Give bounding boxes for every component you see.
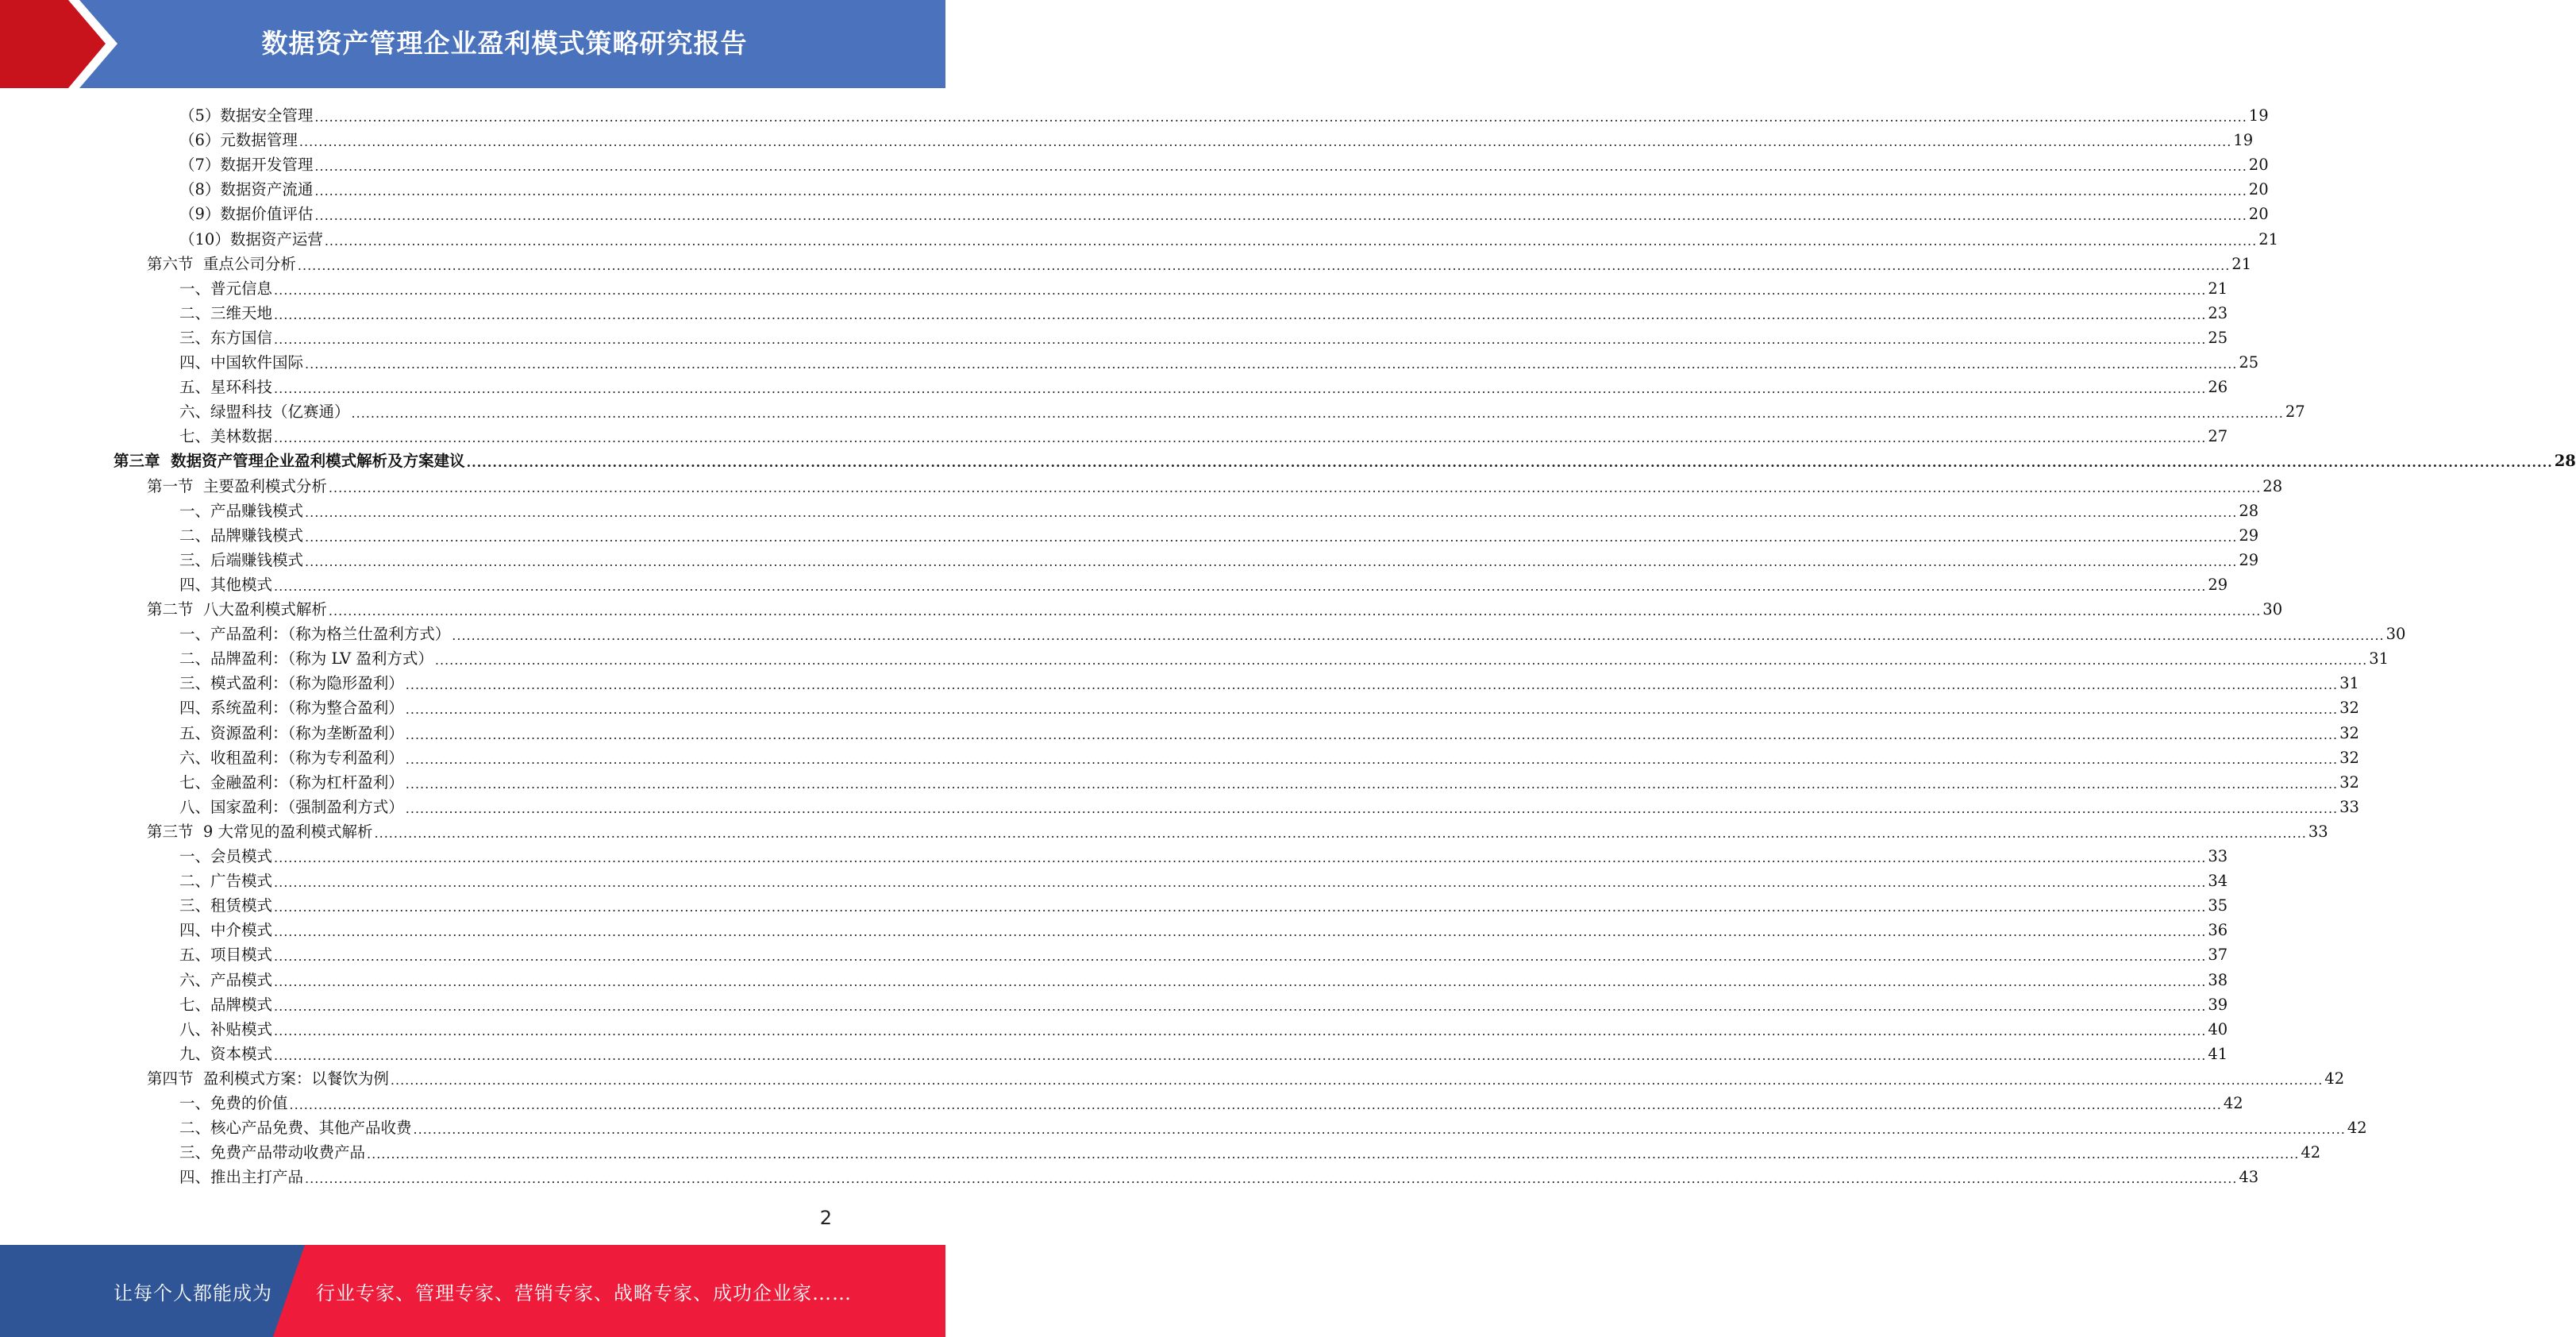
toc-entry-label: 七、美林数据 [179, 427, 273, 446]
toc-entry[interactable] [179, 324, 2228, 349]
toc-entry-label: 六、绿盟科技（亿赛通） [179, 403, 350, 422]
toc-entry[interactable] [179, 175, 2269, 200]
toc-entry-page: 36 [2208, 921, 2228, 940]
toc-entry-label: 一、免费的价值 [179, 1094, 288, 1112]
toc-entry-page: 43 [2239, 1168, 2259, 1187]
toc-entry[interactable] [179, 349, 2259, 373]
toc-leader-dots: ................................................................................................................................................................................................................................................................................................................................................................................................................ [328, 603, 2262, 618]
toc-entry[interactable] [147, 818, 2328, 842]
toc-entry-label: 八、国家盈利：（强制盈利方式） [179, 797, 404, 816]
toc-entry-label: 六、收租盈利：（称为专利盈利） [179, 748, 404, 767]
toc-entry-label: 一、普元信息 [179, 279, 273, 298]
toc-entry-label: 九、资本模式 [179, 1044, 273, 1063]
toc-entry-label: 第六节 重点公司分析 [147, 254, 296, 273]
toc-entry[interactable] [147, 250, 2252, 275]
toc-entry[interactable] [179, 645, 2389, 669]
toc-leader-dots: ................................................................................................................................................................................................................................................................................................................................................................................................................ [328, 480, 2262, 495]
toc-entry-label: 三、免费产品带动收费产品 [179, 1143, 366, 1162]
toc-entry-page: 34 [2208, 872, 2228, 891]
toc-entry-page: 20 [2248, 180, 2269, 199]
toc-leader-dots: ................................................................................................................................................................................................................................................................................................................................................................................................................ [305, 356, 2238, 372]
toc-entry-label: （6）元数据管理 [179, 131, 298, 150]
toc-leader-dots: ................................................................................................................................................................................................................................................................................................................................................................................................................ [274, 949, 2207, 965]
toc-entry-page: 32 [2339, 748, 2359, 767]
toc-entry-label: 一、产品盈利：（称为格兰仕盈利方式） [179, 625, 451, 644]
footer-slogan-left: 让每个人都能成为 [114, 1281, 272, 1304]
toc-leader-dots: ................................................................................................................................................................................................................................................................................................................................................................................................................ [298, 134, 2232, 150]
toc-leader-dots: ................................................................................................................................................................................................................................................................................................................................................................................................................ [314, 208, 2247, 224]
toc-leader-dots: ................................................................................................................................................................................................................................................................................................................................................................................................................ [314, 110, 2247, 125]
toc-entry-label: 二、广告模式 [179, 872, 273, 891]
toc-entry-page: 26 [2208, 378, 2228, 397]
toc-entry[interactable] [179, 299, 2228, 324]
toc-leader-dots: ................................................................................................................................................................................................................................................................................................................................................................................................................ [274, 1047, 2207, 1063]
toc-entry[interactable] [179, 1015, 2228, 1040]
toc-entry-label: 二、品牌盈利：（称为 LV 盈利方式） [179, 649, 433, 668]
toc-entry-page: 27 [2285, 403, 2305, 422]
toc-entry-label: （9）数据价值评估 [179, 205, 314, 224]
toc-entry-label: 第四节 盈利模式方案：以餐饮为例 [147, 1069, 389, 1088]
toc-leader-dots: ................................................................................................................................................................................................................................................................................................................................................................................................................ [405, 677, 2339, 693]
toc-entry-label: （8）数据资产流通 [179, 180, 314, 199]
toc-entry[interactable] [179, 126, 2254, 151]
toc-leader-dots: ................................................................................................................................................................................................................................................................................................................................................................................................................ [274, 331, 2207, 347]
toc-entry[interactable] [179, 225, 2279, 250]
toc-entry-page: 42 [2347, 1119, 2367, 1138]
toc-entry-page: 42 [2301, 1143, 2321, 1162]
toc-entry[interactable] [179, 719, 2359, 744]
toc-leader-dots: ................................................................................................................................................................................................................................................................................................................................................................................................................ [367, 1146, 2300, 1162]
toc-entry-page: 32 [2339, 723, 2359, 742]
toc-entry[interactable] [179, 769, 2359, 793]
toc-entry-page: 39 [2208, 995, 2228, 1014]
toc-leader-dots: ................................................................................................................................................................................................................................................................................................................................................................................................................ [351, 406, 2284, 422]
toc-leader-dots: ................................................................................................................................................................................................................................................................................................................................................................................................................ [314, 159, 2247, 175]
page-footer [0, 1245, 945, 1337]
toc-leader-dots: ................................................................................................................................................................................................................................................................................................................................................................................................................ [289, 1097, 2222, 1112]
toc-entry[interactable] [179, 422, 2228, 447]
toc-entry-page: 21 [2258, 229, 2279, 249]
toc-entry[interactable] [179, 941, 2228, 965]
toc-entry[interactable] [179, 151, 2269, 175]
toc-leader-dots: ................................................................................................................................................................................................................................................................................................................................................................................................................ [405, 751, 2339, 767]
toc-entry-page: 19 [2248, 106, 2269, 125]
toc-leader-dots: ................................................................................................................................................................................................................................................................................................................................................................................................................ [314, 183, 2247, 199]
toc-entry-page: 37 [2208, 946, 2228, 965]
toc-entry[interactable] [179, 522, 2259, 546]
toc-leader-dots: ................................................................................................................................................................................................................................................................................................................................................................................................................ [390, 1072, 2324, 1088]
toc-leader-dots: ................................................................................................................................................................................................................................................................................................................................................................................................................ [405, 776, 2339, 792]
toc-entry-label: 第二节 八大盈利模式解析 [147, 600, 327, 618]
toc-leader-dots: ................................................................................................................................................................................................................................................................................................................................................................................................................ [305, 1171, 2238, 1187]
toc-entry-page: 33 [2308, 822, 2328, 841]
toc-entry-label: 五、星环科技 [179, 378, 273, 397]
toc-entry[interactable] [179, 1139, 2321, 1163]
toc-entry-page: 20 [2248, 205, 2269, 224]
toc-entry-label: 五、资源盈利：（称为垄断盈利） [179, 723, 404, 742]
toc-entry-label: 二、核心产品免费、其他产品收费 [179, 1119, 412, 1138]
toc-entry-label: 三、模式盈利：（称为隐形盈利） [179, 674, 404, 693]
toc-entry[interactable] [179, 669, 2359, 694]
toc-entry-page: 42 [2223, 1094, 2243, 1112]
toc-entry-label: 四、其他模式 [179, 575, 273, 594]
toc-entry-label: 三、租赁模式 [179, 896, 273, 915]
toc-entry-label: 第三节 9 大常见的盈利模式解析 [147, 822, 373, 841]
toc-entry-label: 七、品牌模式 [179, 995, 273, 1014]
toc-entry[interactable] [179, 102, 2269, 126]
toc-entry[interactable] [179, 275, 2228, 299]
toc-leader-dots: ................................................................................................................................................................................................................................................................................................................................................................................................................ [324, 233, 2258, 249]
toc-leader-dots: ................................................................................................................................................................................................................................................................................................................................................................................................................ [274, 924, 2207, 940]
toc-entry[interactable] [179, 744, 2359, 769]
toc-entry[interactable] [179, 916, 2228, 941]
toc-entry[interactable] [179, 571, 2228, 595]
toc-entry-page: 28 [2262, 476, 2283, 495]
toc-entry[interactable] [179, 373, 2228, 398]
toc-leader-dots: ................................................................................................................................................................................................................................................................................................................................................................................................................ [452, 628, 2385, 644]
toc-entry-page: 31 [2339, 674, 2359, 693]
toc-entry-label: 八、补贴模式 [179, 1019, 273, 1038]
toc-leader-dots: ................................................................................................................................................................................................................................................................................................................................................................................................................ [274, 282, 2207, 298]
toc-entry-page: 28 [2239, 501, 2259, 520]
toc-entry-page: 42 [2324, 1069, 2345, 1088]
toc-entry[interactable] [179, 1089, 2243, 1114]
toc-entry-label: 六、产品模式 [179, 970, 273, 989]
toc-entry[interactable] [179, 620, 2406, 645]
toc-leader-dots: ................................................................................................................................................................................................................................................................................................................................................................................................................ [297, 257, 2231, 273]
toc-entry[interactable] [179, 892, 2228, 916]
toc-leader-dots: ................................................................................................................................................................................................................................................................................................................................................................................................................ [434, 653, 2368, 668]
toc-entry-label: 一、会员模式 [179, 847, 273, 865]
toc-entry-page: 30 [2262, 600, 2283, 618]
toc-entry-page: 29 [2208, 575, 2228, 594]
toc-leader-dots: ................................................................................................................................................................................................................................................................................................................................................................................................................ [274, 998, 2207, 1014]
toc-leader-dots: ................................................................................................................................................................................................................................................................................................................................................................................................................ [274, 973, 2207, 989]
toc-entry-page: 28 [2554, 452, 2576, 471]
toc-entry-label: 四、中介模式 [179, 921, 273, 940]
toc-entry[interactable] [179, 694, 2359, 719]
header-arrow-decoration [0, 0, 127, 88]
toc-entry-label: 一、产品赚钱模式 [179, 501, 304, 520]
toc-entry[interactable] [147, 595, 2283, 620]
toc-entry-page: 20 [2248, 156, 2269, 175]
toc-entry-label: （10）数据资产运营 [179, 229, 323, 249]
toc-leader-dots: ................................................................................................................................................................................................................................................................................................................................................................................................................ [274, 306, 2207, 322]
page-number: 2 [819, 1207, 832, 1229]
toc-entry[interactable] [179, 546, 2259, 571]
toc-entry-label: 四、系统盈利：（称为整合盈利） [179, 699, 404, 718]
toc-leader-dots: ................................................................................................................................................................................................................................................................................................................................................................................................................ [374, 825, 2307, 841]
toc-entry-label: 第三章 数据资产管理企业盈利模式解析及方案建议 [114, 452, 465, 471]
toc-entry-label: 七、金融盈利：（称为杠杆盈利） [179, 773, 404, 792]
toc-leader-dots: ................................................................................................................................................................................................................................................................................................................................................................................................................ [405, 800, 2339, 816]
toc-entry[interactable] [179, 793, 2359, 818]
toc-entry-page: 29 [2239, 550, 2259, 569]
toc-entry[interactable] [179, 200, 2269, 225]
toc-entry-page: 33 [2339, 797, 2359, 816]
toc-entry-page: 21 [2208, 279, 2228, 298]
toc-entry-page: 40 [2208, 1019, 2228, 1038]
toc-entry-label: 五、项目模式 [179, 946, 273, 965]
report-header [0, 0, 945, 88]
toc-leader-dots: ................................................................................................................................................................................................................................................................................................................................................................................................................ [274, 900, 2207, 915]
toc-leader-dots: ................................................................................................................................................................................................................................................................................................................................................................................................................ [466, 455, 2553, 471]
toc-entry-page: 32 [2339, 699, 2359, 718]
toc-entry[interactable] [179, 1040, 2228, 1065]
toc-entry-label: （5）数据安全管理 [179, 106, 314, 125]
toc-entry-page: 31 [2369, 649, 2389, 668]
report-title: 数据资产管理企业盈利模式策略研究报告 [261, 27, 748, 59]
toc-entry-label: 二、三维天地 [179, 303, 273, 322]
toc-entry-page: 30 [2385, 625, 2406, 644]
toc-entry[interactable] [179, 398, 2305, 422]
toc-entry-page: 38 [2208, 970, 2228, 989]
toc-entry-page: 32 [2339, 773, 2359, 792]
toc-entry-label: 四、推出主打产品 [179, 1168, 304, 1187]
toc-entry[interactable] [179, 991, 2228, 1015]
toc-entry-page: 33 [2208, 847, 2228, 865]
toc-entry-label: 四、中国软件国际 [179, 353, 304, 372]
toc-entry-page: 35 [2208, 896, 2228, 915]
toc-entry-page: 41 [2208, 1044, 2228, 1063]
toc-leader-dots: ................................................................................................................................................................................................................................................................................................................................................................................................................ [274, 1023, 2207, 1038]
footer-slogan-right: 行业专家、管理专家、营销专家、战略专家、成功企业家…… [316, 1281, 852, 1304]
toc-entry[interactable] [179, 1114, 2367, 1139]
toc-entry-page: 25 [2208, 328, 2228, 347]
toc-leader-dots: ................................................................................................................................................................................................................................................................................................................................................................................................................ [305, 529, 2238, 545]
toc-leader-dots: ................................................................................................................................................................................................................................................................................................................................................................................................................ [274, 850, 2207, 865]
toc-entry[interactable] [147, 1065, 2345, 1089]
toc-entry-label: （7）数据开发管理 [179, 156, 314, 175]
toc-entry[interactable] [147, 472, 2283, 497]
toc-entry[interactable] [179, 867, 2228, 892]
toc-leader-dots: ................................................................................................................................................................................................................................................................................................................................................................................................................ [413, 1122, 2346, 1138]
toc-leader-dots: ................................................................................................................................................................................................................................................................................................................................................................................................................ [274, 381, 2207, 397]
toc-entry-page: 19 [2233, 131, 2254, 150]
toc-entry-label: 三、后端赚钱模式 [179, 550, 304, 569]
toc-entry-label: 三、东方国信 [179, 328, 273, 347]
toc-leader-dots: ................................................................................................................................................................................................................................................................................................................................................................................................................ [274, 430, 2207, 446]
toc-entry-page: 27 [2208, 427, 2228, 446]
toc-leader-dots: ................................................................................................................................................................................................................................................................................................................................................................................................................ [405, 702, 2339, 718]
toc-entry[interactable] [179, 497, 2259, 522]
toc-entry[interactable] [114, 447, 2576, 472]
toc-leader-dots: ................................................................................................................................................................................................................................................................................................................................................................................................................ [405, 726, 2339, 742]
toc-entry-page: 25 [2239, 353, 2259, 372]
toc-entry-label: 二、品牌赚钱模式 [179, 526, 304, 545]
toc-leader-dots: ................................................................................................................................................................................................................................................................................................................................................................................................................ [305, 553, 2238, 569]
toc-leader-dots: ................................................................................................................................................................................................................................................................................................................................................................................................................ [274, 875, 2207, 891]
toc-leader-dots: ................................................................................................................................................................................................................................................................................................................................................................................................................ [274, 578, 2207, 594]
toc-entry[interactable] [179, 1163, 2259, 1188]
toc-entry-label: 第一节 主要盈利模式分析 [147, 476, 327, 495]
toc-entry-page: 23 [2208, 303, 2228, 322]
toc-leader-dots: ................................................................................................................................................................................................................................................................................................................................................................................................................ [305, 504, 2238, 520]
toc-entry-page: 29 [2239, 526, 2259, 545]
toc-entry[interactable] [179, 842, 2228, 867]
toc-entry-page: 21 [2231, 254, 2252, 273]
toc-entry[interactable] [179, 966, 2228, 991]
